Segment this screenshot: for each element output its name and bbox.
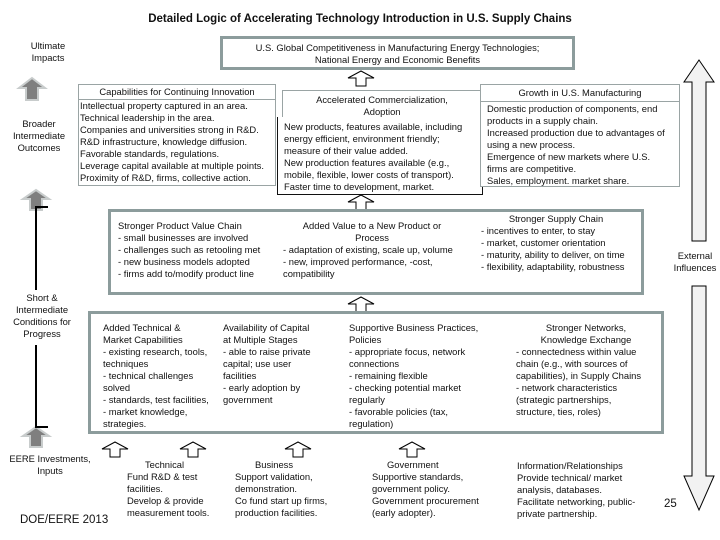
list-item: energy efficient, environment friendly;: [284, 133, 440, 144]
label-line: Short &: [26, 292, 58, 303]
column-heading: Supportive Business Practices,: [349, 322, 479, 333]
label-line: External: [677, 250, 713, 261]
column-heading: Availability of Capital: [223, 322, 310, 333]
list-item: - flexibility, adaptability, robustness: [481, 261, 625, 272]
column-heading: Market Capabilities: [103, 334, 183, 345]
list-item: (early adopter).: [372, 507, 436, 518]
label-line: Ultimate: [30, 40, 66, 51]
list-item: - technical challenges: [103, 370, 194, 381]
list-item: - remaining flexible: [349, 370, 428, 381]
outline-up-arrow-icon: [346, 70, 376, 86]
label-line: Inputs: [37, 465, 63, 476]
list-item: - firms add to/modify product line: [118, 268, 254, 279]
list-item: analysis, databases.: [517, 484, 602, 495]
list-item: - network characteristics: [516, 382, 618, 393]
list-item: - maturity, ability to deliver, on time: [481, 249, 625, 260]
middle-column-supply-chain: [481, 213, 631, 273]
label-line: Outcomes: [17, 142, 61, 153]
list-item: measure of their value added.: [284, 145, 409, 156]
box-text: National Energy and Economic Benefits: [314, 54, 481, 65]
input-heading: Government: [387, 459, 439, 470]
list-item: connections: [349, 358, 400, 369]
list-item: Domestic production of components, end: [487, 103, 658, 114]
list-item: New production features available (e.g.,: [284, 157, 450, 168]
conditions-column-business-practices: [349, 322, 478, 430]
list-item: - new business models adopted: [118, 256, 250, 267]
label-line: Broader: [22, 118, 56, 129]
list-item: - checking potential market: [349, 382, 462, 393]
list-item: - new, improved performance, -cost,: [283, 256, 433, 267]
list-item: Leverage capital available at multiple points.: [80, 160, 264, 171]
external-influences-double-arrow-icon: [680, 58, 720, 513]
list-item: firms are competitive.: [487, 163, 577, 174]
list-item: - connectedness within value: [516, 346, 637, 357]
input-business: [235, 459, 327, 519]
column-heading: Added Technical &: [103, 322, 181, 333]
column-heading: Stronger Supply Chain: [508, 213, 604, 224]
commercialization-heading-box: [282, 90, 482, 118]
list-item: - small businesses are involved: [118, 232, 249, 243]
outline-up-arrow-icon: [397, 441, 427, 457]
list-item: Technical leadership in the area.: [80, 112, 215, 123]
input-technical: [127, 459, 209, 519]
list-item: (strategic partnerships,: [516, 394, 612, 405]
bracket-lines: [34, 205, 54, 435]
input-heading: Business: [255, 459, 294, 470]
label-line: Intermediate: [12, 130, 66, 141]
middle-column-added-value: [283, 220, 461, 280]
list-item: Co fund start up firms,: [235, 495, 328, 506]
column-heading: Knowledge Exchange: [540, 334, 632, 345]
growth-heading: Growth in U.S. Manufacturing: [518, 87, 642, 98]
list-item: Fund R&D & test: [127, 471, 198, 482]
list-item: using a new process.: [487, 139, 576, 150]
list-item: - market knowledge,: [103, 406, 188, 417]
list-item: production facilities.: [235, 507, 318, 518]
diagram-title: Detailed Logic of Accelerating Technology Introduction in U.S. Supply Chains: [148, 13, 572, 25]
label-line: Impacts: [31, 52, 65, 63]
list-item: - existing research, tools,: [103, 346, 208, 357]
list-item: Increased production due to advantages of: [487, 127, 665, 138]
list-item: - early adoption by: [223, 382, 301, 393]
column-heading: at Multiple Stages: [223, 334, 298, 345]
list-item: R&D infrastructure, knowledge diffusion.: [80, 136, 248, 147]
list-item: - able to raise private: [223, 346, 311, 357]
list-item: regularly: [349, 394, 385, 405]
capabilities-heading-box: [78, 84, 276, 100]
list-item: techniques: [103, 358, 149, 369]
box-text: U.S. Global Competitiveness in Manufacturing Energy Technologies;: [255, 42, 540, 53]
list-item: Companies and universities strong in R&D.: [80, 124, 259, 135]
growth-heading-box: [480, 84, 680, 102]
page-number: 25: [664, 498, 677, 510]
input-heading: Information/Relationships: [517, 460, 623, 471]
list-item: - incentives to enter, to stay: [481, 225, 596, 236]
list-item: Develop & provide: [127, 495, 204, 506]
label-broader-outcomes: [2, 118, 76, 154]
label-line: Influences: [673, 262, 717, 273]
input-information: [517, 460, 635, 520]
column-heading: Process: [355, 232, 389, 243]
list-item: - standards, test facilities,: [103, 394, 209, 405]
input-government: [372, 459, 479, 519]
column-heading: Policies: [349, 334, 382, 345]
outline-up-arrow-icon: [346, 296, 376, 312]
commercialization-list-box: [277, 117, 483, 195]
list-item: facilities.: [127, 483, 163, 494]
list-item: government: [223, 394, 273, 405]
list-item: structure, ties, roles): [516, 406, 601, 417]
ultimate-impacts-box: [220, 36, 575, 70]
middle-column-product-value-chain: [118, 220, 260, 280]
list-item: compatibility: [283, 268, 335, 279]
capabilities-list-box: [78, 99, 276, 186]
outline-up-arrow-icon: [346, 194, 376, 210]
label-line: Intermediate: [15, 304, 69, 315]
list-item: Intellectual property captured in an area.: [80, 100, 248, 111]
column-heading: Stronger Product Value Chain: [118, 220, 242, 231]
list-item: Faster time to development, market.: [284, 181, 435, 192]
list-item: products in a supply chain.: [487, 115, 599, 126]
list-item: Support validation,: [235, 471, 313, 482]
list-item: Emergence of new markets where U.S.: [487, 151, 651, 162]
list-item: strategies.: [103, 418, 147, 429]
list-item: - market, customer orientation: [481, 237, 606, 248]
list-item: New products, features available, including: [284, 121, 463, 132]
list-item: measurement tools.: [127, 507, 210, 518]
list-item: regulation): [349, 418, 394, 429]
label-line: Conditions for: [13, 316, 71, 327]
commercialization-heading: Accelerated Commercialization,: [316, 94, 448, 105]
conditions-column-technical: [103, 322, 209, 430]
list-item: chain (e.g., with sources of: [516, 358, 628, 369]
list-item: Facilitate networking, public-: [517, 496, 636, 507]
list-item: demonstration.: [235, 483, 298, 494]
list-item: Favorable standards, regulations.: [80, 148, 220, 159]
list-item: Sales, employment. market share.: [487, 175, 630, 186]
label-external-influences: [668, 250, 720, 274]
list-item: Supportive standards,: [372, 471, 464, 482]
outline-up-arrow-icon: [283, 441, 313, 457]
list-item: facilities: [223, 370, 257, 381]
list-item: capabilities), in Supply Chains: [516, 370, 642, 381]
list-item: - appropriate focus, network: [349, 346, 466, 357]
list-item: solved: [103, 382, 131, 393]
capabilities-heading: Capabilities for Continuing Innovation: [99, 86, 255, 97]
label-ultimate-impacts: [10, 40, 86, 64]
gray-up-arrow-icon: [18, 76, 46, 100]
commercialization-heading: Adoption: [363, 106, 401, 117]
list-item: government policy.: [372, 483, 450, 494]
source-label: DOE/EERE 2013: [20, 514, 109, 526]
conditions-column-networks: [516, 322, 656, 418]
label-eere-investments: [0, 453, 100, 477]
outline-up-arrow-icon: [178, 441, 208, 457]
list-item: private partnership.: [517, 508, 598, 519]
column-heading: Stronger Networks,: [545, 322, 627, 333]
growth-list-box: [480, 101, 680, 187]
label-line: EERE Investments,: [9, 453, 91, 464]
list-item: capital; use user: [223, 358, 292, 369]
list-item: Provide technical/ market: [517, 472, 623, 483]
outline-up-arrow-icon: [100, 441, 130, 457]
list-item: - adaptation of existing, scale up, volume: [283, 244, 453, 255]
list-item: Government procurement: [372, 495, 479, 506]
list-item: Proximity of R&D, firms, collective action.: [80, 172, 251, 183]
list-item: mobile, flexible, lower costs of transport).: [284, 169, 454, 180]
conditions-column-capital: [223, 322, 311, 406]
label-line: Progress: [23, 328, 61, 339]
list-item: - favorable policies (tax,: [349, 406, 449, 417]
input-heading: Technical: [145, 459, 185, 470]
column-heading: Added Value to a New Product or: [302, 220, 442, 231]
list-item: - challenges such as retooling met: [118, 244, 261, 255]
